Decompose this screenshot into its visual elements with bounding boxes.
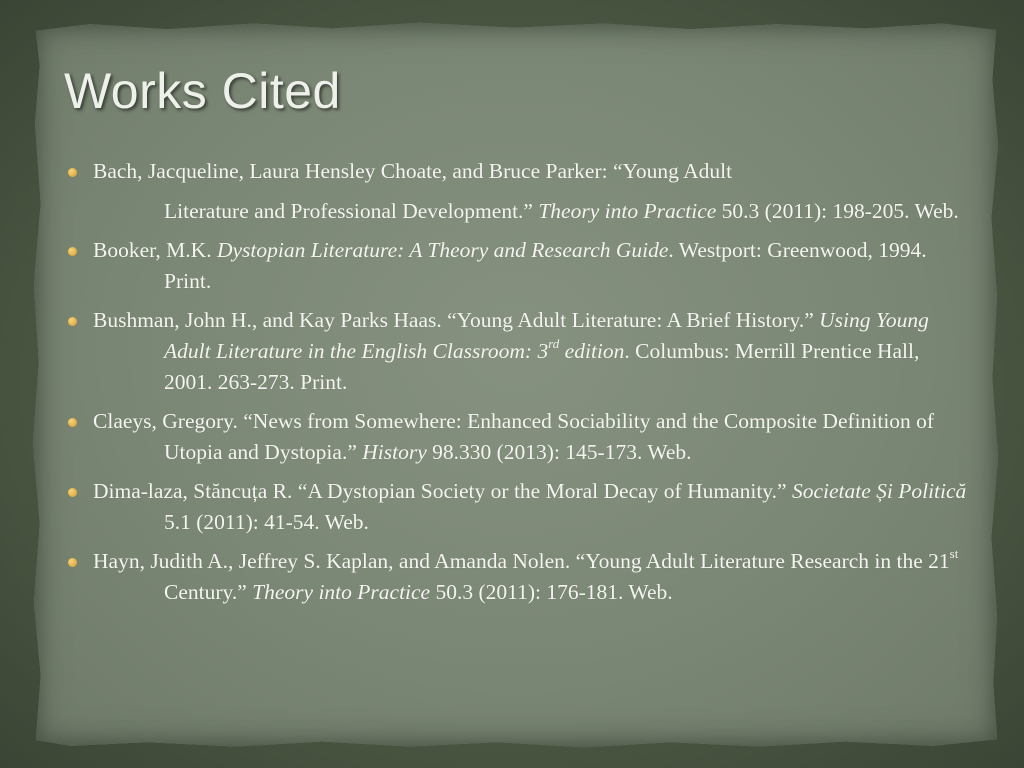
citation-journal: History (362, 440, 427, 464)
citation-text: Hayn, Judith A., Jeffrey S. Kaplan, and Amanda Nolen. “Young Adult Literature Research in the 21 (93, 549, 950, 573)
citation-text: Bach, Jacqueline, Laura Hensley Choate, and Bruce Parker: “Young Adult (93, 159, 733, 183)
citation-bushman (68, 305, 968, 398)
bullet-icon (68, 317, 77, 326)
citation-text: Dima-laza, Stăncuța R. “A Dystopian Society or the Moral Decay of Humanity.” (93, 479, 792, 503)
citation-text: 50.3 (2011): 176-181. Web. (430, 580, 673, 604)
citation-hayn (68, 546, 968, 608)
citation-text: Century.” (164, 580, 253, 604)
citation-text: 50.3 (2011): 198-205. Web. (716, 199, 959, 223)
superscript: st (949, 545, 959, 561)
line-gap (164, 187, 968, 196)
citation-text: Literature and Professional Development.” (164, 199, 539, 223)
citation-text: Using Young Adult Literature in the English Classroom: 3 (164, 308, 929, 363)
slide-title: Works Cited (64, 63, 341, 119)
citation-bach (68, 156, 968, 227)
citation-text: Bushman, John H., and Kay Parks Haas. “Young Adult Literature: A Brief History.” (93, 308, 820, 332)
citation-text: . Columbus: Merrill Prentice Hall, 2001. 263-273. Print. (164, 339, 920, 394)
citation-book-title: Dystopian Literature: A Theory and Research Guide (216, 238, 669, 262)
citation-text: . Westport: Greenwood, 1994. Print. (164, 238, 927, 293)
bullet-icon (68, 247, 77, 256)
superscript: rd (548, 335, 560, 351)
citation-claeys (68, 406, 968, 468)
works-cited-list (68, 156, 968, 616)
bullet-icon (68, 168, 77, 177)
citation-journal: Societate Și Politică (791, 479, 967, 503)
bullet-icon (68, 558, 77, 567)
citation-text: Booker, M.K. (93, 238, 217, 262)
bullet-icon (68, 488, 77, 497)
citation-text: edition (559, 339, 625, 363)
citation-dima-laza (68, 476, 968, 538)
citation-booker (68, 235, 968, 297)
citation-text: 98.330 (2013): 145-173. Web. (426, 440, 692, 464)
citation-text: Claeys, Gregory. “News from Somewhere: Enhanced Sociability and the Composite Definition of Utopia and Dystopia.” (93, 409, 935, 464)
citation-text: 5.1 (2011): 41-54. Web. (164, 510, 369, 534)
bullet-icon (68, 418, 77, 427)
citation-journal: Theory into Practice (252, 580, 431, 604)
citation-journal: Theory into Practice (538, 199, 717, 223)
